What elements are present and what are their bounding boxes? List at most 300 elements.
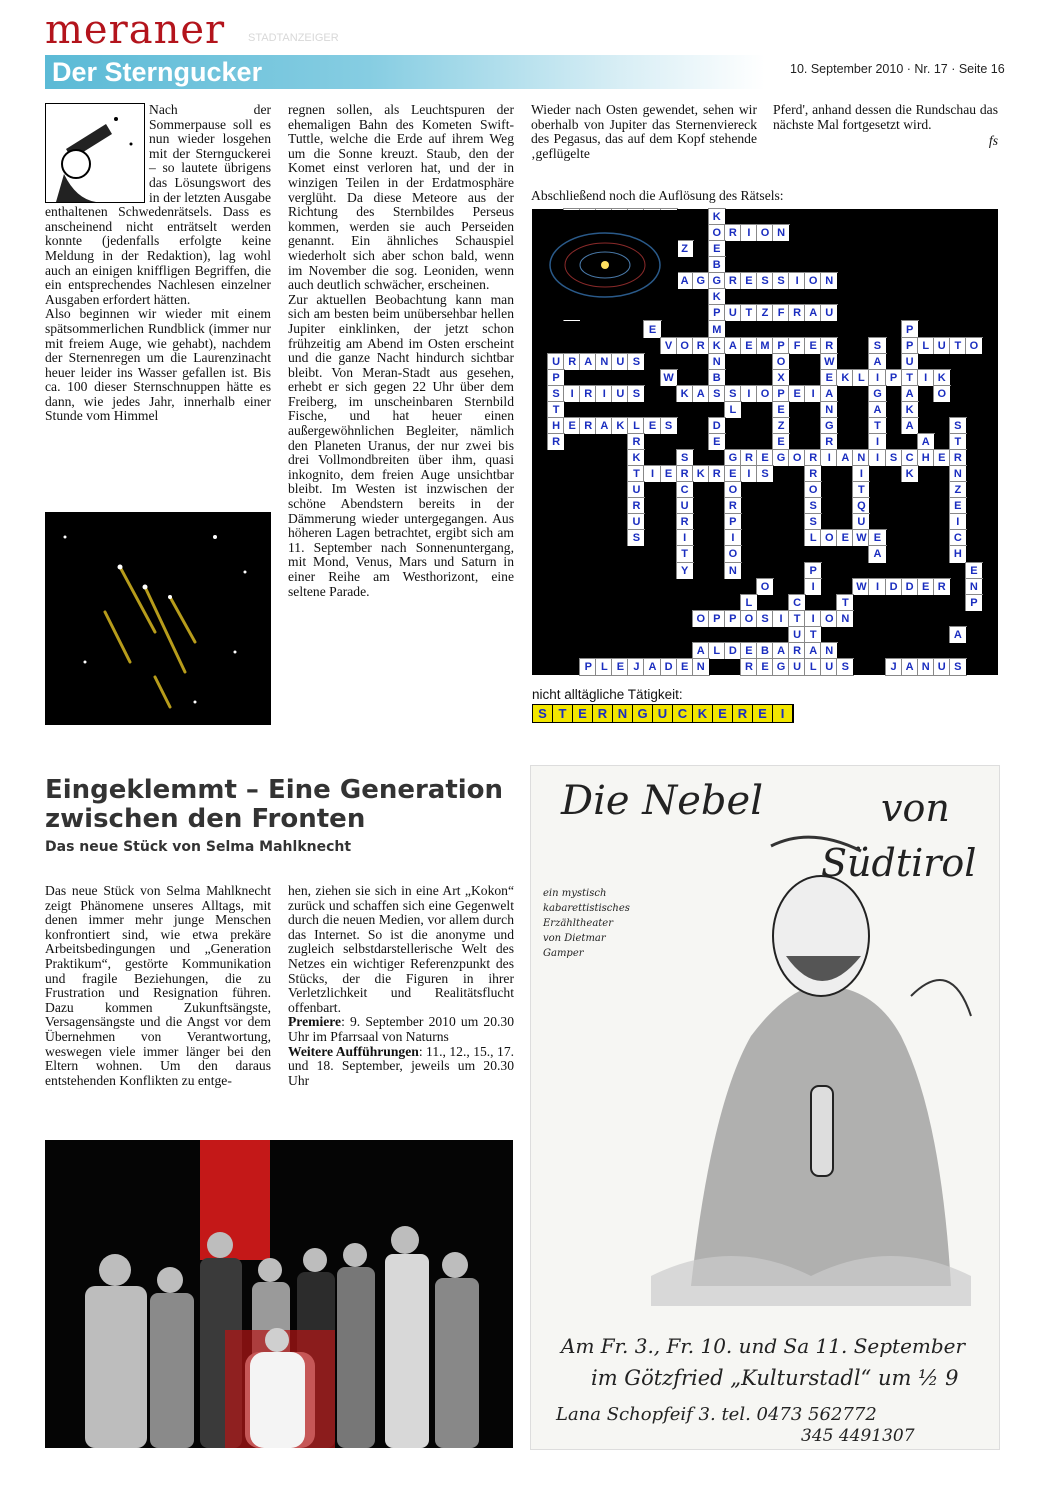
black-cell [886, 241, 902, 257]
black-cell [709, 579, 725, 595]
black-cell [644, 402, 660, 418]
black-cell [982, 595, 998, 611]
black-cell [950, 305, 966, 321]
more-label: Weitere Aufführungen [288, 1043, 419, 1059]
black-cell [757, 257, 773, 273]
black-cell [532, 579, 548, 595]
black-cell [757, 418, 773, 434]
black-cell [853, 643, 869, 659]
letter-cell: R [821, 338, 837, 354]
black-cell [886, 643, 902, 659]
black-cell [934, 209, 950, 225]
black-cell [918, 209, 934, 225]
letter-cell: T [741, 305, 757, 321]
black-cell [548, 338, 564, 354]
black-cell [821, 466, 837, 482]
black-cell [902, 209, 918, 225]
black-cell [805, 595, 821, 611]
letter-cell: I [821, 450, 837, 466]
letter-cell: A [950, 627, 966, 643]
black-cell [709, 402, 725, 418]
letter-cell: P [773, 386, 789, 402]
letter-cell: A [902, 386, 918, 402]
black-cell [548, 643, 564, 659]
black-cell [757, 209, 773, 225]
black-cell [757, 563, 773, 579]
black-cell [693, 579, 709, 595]
letter-cell: E [725, 466, 741, 482]
letter-cell: T [548, 402, 564, 418]
black-cell [966, 530, 982, 546]
letter-cell: E [741, 643, 757, 659]
letter-cell: W [853, 530, 869, 546]
black-cell [853, 354, 869, 370]
black-cell [661, 611, 677, 627]
letter-cell: U [548, 354, 564, 370]
black-cell [886, 530, 902, 546]
black-cell [661, 354, 677, 370]
letter-cell: E [757, 659, 773, 675]
black-cell [773, 563, 789, 579]
black-cell [580, 595, 596, 611]
black-cell [532, 643, 548, 659]
black-cell [821, 225, 837, 241]
black-cell [596, 627, 612, 643]
black-cell [741, 418, 757, 434]
black-cell [821, 321, 837, 337]
poster-line2: im Götzfried „Kulturstadl“ um ½ 9 [591, 1366, 959, 1390]
letter-cell: A [644, 659, 660, 675]
black-cell [612, 338, 628, 354]
black-cell [966, 643, 982, 659]
black-cell [580, 482, 596, 498]
black-cell [564, 611, 580, 627]
black-cell [837, 643, 853, 659]
black-cell [564, 627, 580, 643]
letter-cell: E [805, 338, 821, 354]
black-cell [741, 546, 757, 562]
black-cell [757, 627, 773, 643]
letter-cell: T [950, 338, 966, 354]
letter-cell: N [837, 611, 853, 627]
black-cell [934, 563, 950, 579]
black-cell [982, 225, 998, 241]
letter-cell: Q [853, 498, 869, 514]
black-cell [966, 386, 982, 402]
black-cell [596, 546, 612, 562]
letter-cell: R [741, 450, 757, 466]
black-cell [725, 241, 741, 257]
poster-illustration [611, 806, 991, 1306]
black-cell [628, 611, 644, 627]
black-cell [853, 611, 869, 627]
letter-cell: I [725, 530, 741, 546]
letter-cell: K [902, 466, 918, 482]
black-cell [757, 530, 773, 546]
black-cell [596, 370, 612, 386]
black-cell [612, 546, 628, 562]
black-cell [966, 434, 982, 450]
black-cell [612, 482, 628, 498]
black-cell [886, 225, 902, 241]
black-cell [805, 434, 821, 450]
black-cell [837, 273, 853, 289]
article1-col2 [288, 103, 514, 743]
letter-cell: O [805, 482, 821, 498]
black-cell [837, 466, 853, 482]
black-cell [837, 563, 853, 579]
black-cell [564, 595, 580, 611]
black-cell [789, 354, 805, 370]
black-cell [805, 370, 821, 386]
black-cell [773, 241, 789, 257]
letter-cell: U [789, 659, 805, 675]
letter-cell: P [902, 321, 918, 337]
letter-cell: R [725, 498, 741, 514]
black-cell [693, 450, 709, 466]
black-cell [709, 595, 725, 611]
black-cell [918, 418, 934, 434]
black-cell [966, 546, 982, 562]
letter-cell: U [628, 482, 644, 498]
black-cell [805, 546, 821, 562]
black-cell [677, 225, 693, 241]
letter-cell: Z [677, 241, 693, 257]
black-cell [966, 466, 982, 482]
letter-cell: I [596, 386, 612, 402]
black-cell [805, 257, 821, 273]
article2-col2-text: hen, ziehen sie sich in eine Art „Kokon“ zurück und schaffen sich eine Gegenwelt durch die neuen Medien, vor allem durch das Internet. So ist die anonyme und zugleich selbstdarstellerische Welt des Netzes ein wichtiger Referenzpunkt des Stücks, der die Figuren in ihrer Verletzlichkeit und Realitätsflucht offenbart. [288, 883, 514, 1015]
letter-cell: G [693, 273, 709, 289]
black-cell [725, 434, 741, 450]
black-cell [741, 627, 757, 643]
black-cell [612, 466, 628, 482]
black-cell [966, 225, 982, 241]
letter-cell: W [821, 354, 837, 370]
black-cell [869, 321, 885, 337]
solution-letter: G [633, 705, 653, 722]
letter-cell: N [918, 659, 934, 675]
letter-cell: A [837, 450, 853, 466]
meteor-photo [45, 512, 271, 725]
black-cell [596, 466, 612, 482]
black-cell [596, 563, 612, 579]
letter-cell: A [677, 273, 693, 289]
letter-cell: M [709, 321, 725, 337]
letter-cell: E [869, 530, 885, 546]
black-cell [677, 434, 693, 450]
letter-cell: H [918, 450, 934, 466]
black-cell [821, 627, 837, 643]
letter-cell: K [709, 338, 725, 354]
black-cell [564, 321, 580, 337]
letter-cell: N [596, 354, 612, 370]
black-cell [532, 370, 548, 386]
letter-cell: A [693, 643, 709, 659]
black-cell [580, 546, 596, 562]
letter-cell: E [644, 418, 660, 434]
black-cell [644, 579, 660, 595]
black-cell [548, 482, 564, 498]
section-title: Der Sterngucker [52, 57, 263, 87]
black-cell [837, 338, 853, 354]
black-cell [644, 482, 660, 498]
black-cell [564, 402, 580, 418]
black-cell [725, 257, 741, 273]
letter-cell: R [821, 434, 837, 450]
black-cell [596, 514, 612, 530]
black-cell [677, 289, 693, 305]
black-cell [982, 338, 998, 354]
black-cell [934, 305, 950, 321]
black-cell [741, 579, 757, 595]
black-cell [869, 498, 885, 514]
black-cell [982, 386, 998, 402]
letter-cell: I [773, 611, 789, 627]
black-cell [693, 498, 709, 514]
black-cell [677, 370, 693, 386]
black-cell [548, 530, 564, 546]
black-cell [661, 321, 677, 337]
black-cell [982, 418, 998, 434]
black-cell [950, 354, 966, 370]
letter-cell: I [564, 386, 580, 402]
letter-cell: E [612, 659, 628, 675]
black-cell [950, 643, 966, 659]
black-cell [982, 643, 998, 659]
letter-cell: P [886, 370, 902, 386]
letter-cell: D [709, 418, 725, 434]
letter-cell: T [837, 595, 853, 611]
black-cell [644, 611, 660, 627]
letter-cell: E [564, 418, 580, 434]
black-cell [982, 289, 998, 305]
letter-cell: T [869, 418, 885, 434]
black-cell [773, 209, 789, 225]
letter-cell: S [661, 418, 677, 434]
black-cell [580, 321, 596, 337]
black-cell [982, 498, 998, 514]
black-cell [934, 321, 950, 337]
black-cell [918, 386, 934, 402]
black-cell [693, 289, 709, 305]
black-cell [902, 498, 918, 514]
black-cell [773, 546, 789, 562]
black-cell [580, 514, 596, 530]
black-cell [869, 659, 885, 675]
black-cell [709, 450, 725, 466]
black-cell [628, 563, 644, 579]
black-cell [757, 434, 773, 450]
black-cell [950, 370, 966, 386]
black-cell [564, 466, 580, 482]
black-cell [902, 273, 918, 289]
black-cell [902, 225, 918, 241]
article1-col1-text: Nach der Sommerpause soll es nun wieder losgehen mit der Sternguckerei – so lautete übrigens das Lösungswort des in der letzten Ausgabe enthaltenen Schwedenrätsels. Dass es anscheinend nicht enträtselt werden konnte (jedenfalls erfolgte keine Meldung in der Redaktion), lag wohl auch an einigen kniffligen Begriffen, die ein entsprechendes Nachlesen einzelner Ausgaben erfordert hätten. Also beginnen wir wieder mit einem spätsommerlichen Rundblick (immer nur mit freiem Auge, wie gehabt), nachdem der Sternenregen um die Laurenzinacht heuer leider ins Wasser gefallen ist. Bis ca. 100 dieser Sternschnuppen hätte es dann, wie jedes Jahr, innerhalb einer Stunde vom Himmel [45, 102, 271, 424]
black-cell [902, 546, 918, 562]
black-cell [837, 434, 853, 450]
black-cell [757, 482, 773, 498]
letter-cell: R [628, 498, 644, 514]
letter-cell: K [709, 209, 725, 225]
black-cell [661, 530, 677, 546]
letter-cell: F [773, 305, 789, 321]
black-cell [661, 643, 677, 659]
letter-cell: O [757, 225, 773, 241]
black-cell [693, 321, 709, 337]
black-cell [709, 659, 725, 675]
black-cell [564, 546, 580, 562]
black-cell [902, 627, 918, 643]
play-poster [530, 765, 1000, 1450]
letter-cell: O [966, 338, 982, 354]
black-cell [869, 595, 885, 611]
letter-cell: N [966, 579, 982, 595]
black-cell [982, 611, 998, 627]
black-cell [725, 209, 741, 225]
masthead-title: meraner [45, 7, 226, 53]
premiere-label: Premiere [288, 1014, 342, 1030]
letter-cell: A [869, 546, 885, 562]
black-cell [934, 611, 950, 627]
black-cell [934, 482, 950, 498]
black-cell [741, 530, 757, 546]
black-cell [886, 321, 902, 337]
article2-col1-text: Das neue Stück von Selma Mahlknecht zeigt Phänomene unseres Alltags, mit denen immer mehr junge Menschen konfrontiert sind, wie etwa prekäre Arbeitsbedingungen und „Generation Praktikum“, gestörte Kommunikation und fragile Beziehungen, die zu Frustration und Resignation führen. Dazu kommen Zukunftsängste, Versagensängste und die Angst vor dem Übernehmen von Verantwortung, weswegen viele immer länger bei den Eltern wohnen. Um den daraus entstehenden Konflikten zu entge- [45, 883, 271, 1088]
letter-cell: E [773, 434, 789, 450]
letter-cell: I [789, 273, 805, 289]
black-cell [677, 595, 693, 611]
letter-cell: R [789, 305, 805, 321]
poster-title-right: von [881, 786, 950, 830]
black-cell [677, 611, 693, 627]
black-cell [661, 482, 677, 498]
black-cell [934, 225, 950, 241]
letter-cell: R [725, 273, 741, 289]
letter-cell: L [596, 659, 612, 675]
letter-cell: D [902, 579, 918, 595]
black-cell [837, 546, 853, 562]
black-cell [853, 321, 869, 337]
black-cell [757, 370, 773, 386]
letter-cell: C [950, 530, 966, 546]
letter-cell: R [725, 225, 741, 241]
black-cell [693, 482, 709, 498]
black-cell [982, 579, 998, 595]
black-cell [966, 321, 982, 337]
black-cell [982, 370, 998, 386]
black-cell [869, 257, 885, 273]
black-cell [628, 546, 644, 562]
black-cell [548, 546, 564, 562]
black-cell [886, 257, 902, 273]
letter-cell: O [805, 273, 821, 289]
black-cell [564, 530, 580, 546]
letter-cell: L [709, 643, 725, 659]
black-cell [934, 514, 950, 530]
black-cell [612, 514, 628, 530]
article2-headline: Eingeklemmt – Eine Generation zwischen den Fronten [45, 775, 504, 834]
black-cell [869, 627, 885, 643]
black-cell [709, 482, 725, 498]
black-cell [548, 611, 564, 627]
black-cell [918, 546, 934, 562]
letter-cell: S [950, 659, 966, 675]
black-cell [725, 354, 741, 370]
letter-cell: B [709, 370, 725, 386]
black-cell [966, 482, 982, 498]
letter-cell: I [644, 466, 660, 482]
letter-cell: S [628, 386, 644, 402]
black-cell [612, 450, 628, 466]
letter-cell: U [612, 386, 628, 402]
black-cell [564, 338, 580, 354]
letter-cell: S [805, 514, 821, 530]
letter-cell: L [918, 338, 934, 354]
group-photo [45, 1140, 513, 1448]
letter-cell: M [757, 338, 773, 354]
letter-cell: O [821, 611, 837, 627]
letter-cell: S [869, 338, 885, 354]
black-cell [644, 514, 660, 530]
black-cell [725, 627, 741, 643]
black-cell [757, 595, 773, 611]
black-cell [982, 546, 998, 562]
letter-cell: P [725, 514, 741, 530]
black-cell [580, 338, 596, 354]
black-cell [773, 498, 789, 514]
letter-cell: U [628, 514, 644, 530]
black-cell [805, 402, 821, 418]
black-cell [918, 305, 934, 321]
black-cell [837, 386, 853, 402]
black-cell [612, 530, 628, 546]
black-cell [693, 530, 709, 546]
black-cell [644, 595, 660, 611]
black-cell [789, 563, 805, 579]
black-cell [532, 595, 548, 611]
black-cell [982, 305, 998, 321]
black-cell [950, 257, 966, 273]
letter-cell: E [741, 338, 757, 354]
black-cell [757, 241, 773, 257]
black-cell [869, 466, 885, 482]
black-cell [757, 546, 773, 562]
black-cell [612, 321, 628, 337]
black-cell [918, 563, 934, 579]
black-cell [950, 241, 966, 257]
black-cell [628, 370, 644, 386]
letter-cell: P [966, 595, 982, 611]
black-cell [853, 546, 869, 562]
letter-cell: X [773, 370, 789, 386]
letter-cell: H [950, 546, 966, 562]
black-cell [934, 643, 950, 659]
letter-cell: I [869, 370, 885, 386]
black-cell [869, 289, 885, 305]
black-cell [821, 514, 837, 530]
black-cell [837, 305, 853, 321]
black-cell [837, 289, 853, 305]
black-cell [918, 498, 934, 514]
black-cell [564, 659, 580, 675]
black-cell [918, 257, 934, 273]
letter-cell: R [628, 434, 644, 450]
letter-cell: P [580, 659, 596, 675]
black-cell [532, 482, 548, 498]
black-cell [580, 434, 596, 450]
letter-cell: L [725, 402, 741, 418]
